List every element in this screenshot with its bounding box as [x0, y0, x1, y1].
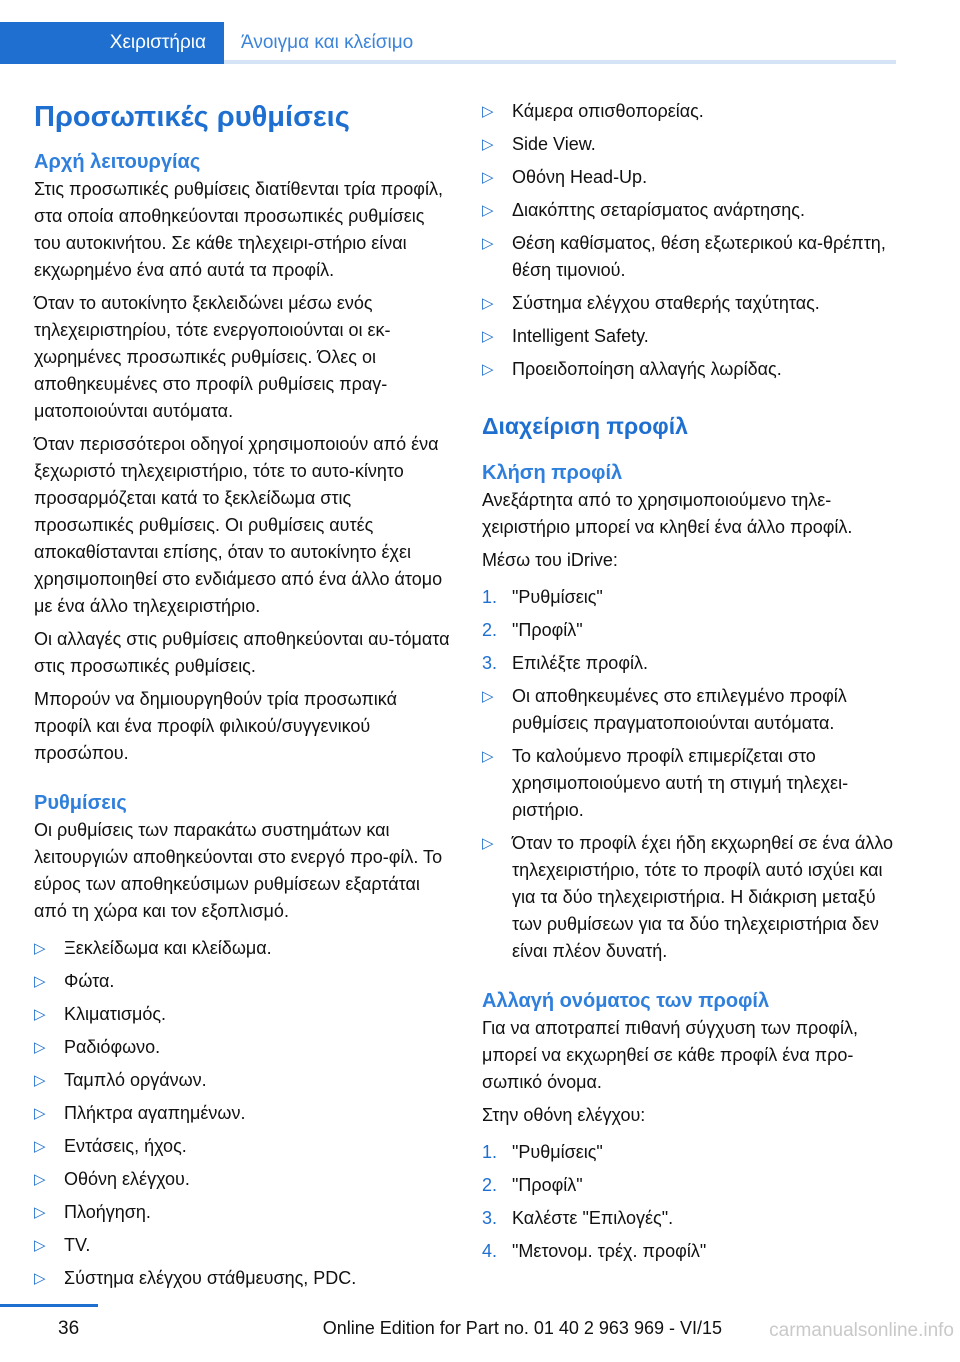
triangle-bullet-icon: ▷	[482, 748, 494, 765]
page-title: Προσωπικές ρυθμίσεις	[34, 101, 350, 133]
paragraph: Για να αποτραπεί πιθανή σύγχυση των προφίλ, μπορεί να εκχωρηθεί σε κάθε προφίλ ένα προ-σωπικό όνομα.	[482, 1018, 858, 1092]
step-item	[482, 1172, 902, 1199]
triangle-bullet-icon: ▷	[482, 103, 494, 120]
triangle-bullet-icon: ▷	[34, 940, 46, 957]
list-item-text: Θέση καθίσματος, θέση εξωτερικού κα-θρέπτη, θέση τιμονιού.	[512, 233, 886, 280]
list-item	[34, 1133, 454, 1160]
list-item	[34, 1232, 454, 1259]
list-item	[482, 290, 902, 317]
triangle-bullet-icon: ▷	[482, 136, 494, 153]
call-steps-list	[482, 584, 902, 677]
list-item	[482, 131, 902, 158]
principle-paragraphs	[34, 176, 454, 767]
footer-divider	[0, 1304, 98, 1307]
list-item-text: Κλιματισμός.	[64, 1004, 167, 1024]
triangle-bullet-icon: ▷	[34, 1204, 46, 1221]
list-item-text: Εντάσεις, ήχος.	[64, 1136, 187, 1156]
chapter-tab	[0, 22, 224, 64]
list-item-text: Προειδοποίηση αλλαγής λωρίδας.	[512, 359, 782, 379]
list-item	[482, 743, 902, 824]
triangle-bullet-icon: ▷	[482, 169, 494, 186]
step-text: "Ρυθμίσεις"	[512, 587, 603, 607]
step-item	[482, 1238, 902, 1265]
step-item	[482, 1205, 902, 1232]
step-number: 1.	[482, 587, 498, 607]
section-tab-label: Άνοιγμα και κλείσιμο	[241, 32, 414, 53]
list-item	[482, 230, 902, 284]
list-item	[34, 1199, 454, 1226]
triangle-bullet-icon: ▷	[34, 1006, 46, 1023]
list-item-text: Side View.	[512, 134, 596, 154]
list-item	[482, 323, 902, 350]
list-item-text: Διακόπτης σεταρίσματος ανάρτησης.	[512, 200, 805, 220]
settings-list-continued	[482, 98, 902, 383]
step-item	[482, 1139, 902, 1166]
paragraph: Όταν περισσότεροι οδηγοί χρησιμοποιούν από ένα ξεχωριστό τηλεχειριστήριο, τότε το αυτο-κίνητο προσαρμόζεται κατά το ξεκλείδωμα στις προσωπικές ρυθμίσεις. Οι ρυθμίσεις αυτές αποκαθίστανται επίσης, όταν το αυτοκίνητο έχει χρησιμοποιηθεί στο ενδιάμεσο από ένα άλλο άτομο με ένα άλλο τηλεχειριστήριο.	[34, 434, 443, 616]
list-item	[34, 1067, 454, 1094]
list-item-text: Ραδιόφωνο.	[64, 1037, 161, 1057]
settings-list	[34, 935, 454, 1292]
list-item-text: Οθόνη ελέγχου.	[64, 1169, 190, 1189]
paragraph: Μέσω του iDrive:	[482, 550, 618, 570]
paragraph: Ανεξάρτητα από το χρησιμοποιούμενο τηλε-χειριστήριο μπορεί να κληθεί ένα άλλο προφίλ.	[482, 490, 853, 537]
step-text: Καλέστε "Επιλογές".	[512, 1208, 674, 1228]
list-item-text: TV.	[64, 1235, 91, 1255]
triangle-bullet-icon: ▷	[482, 361, 494, 378]
left-column	[34, 98, 454, 1298]
list-item-text: Σύστημα ελέγχου στάθμευσης, PDC.	[64, 1268, 357, 1288]
list-item-text: Οθόνη Head-Up.	[512, 167, 648, 187]
step-item	[482, 617, 902, 644]
step-number: 1.	[482, 1142, 498, 1162]
list-item-text: Ξεκλείδωμα και κλείδωμα.	[64, 938, 272, 958]
list-item-text: Ταμπλό οργάνων.	[64, 1070, 207, 1090]
step-text: "Προφίλ"	[512, 1175, 583, 1195]
watermark: carmanualsonline.info	[769, 1320, 954, 1341]
list-item	[34, 1166, 454, 1193]
list-item	[34, 968, 454, 995]
triangle-bullet-icon: ▷	[34, 973, 46, 990]
step-text: "Ρυθμίσεις"	[512, 1142, 603, 1162]
triangle-bullet-icon: ▷	[34, 1138, 46, 1155]
rename-steps-list	[482, 1139, 902, 1265]
list-item	[482, 683, 902, 737]
step-number: 2.	[482, 1175, 498, 1195]
subheading-call-profile: Κλήση προφίλ	[482, 462, 623, 484]
step-item	[482, 650, 902, 677]
list-item	[482, 164, 902, 191]
list-item	[34, 1001, 454, 1028]
header-divider	[224, 60, 896, 64]
list-item-text: Το καλούμενο προφίλ επιμερίζεται στο χρησιμοποιούμενο αυτή τη στιγμή τηλεχει-ριστήριο.	[512, 746, 849, 820]
chapter-tab-label: Χειριστήρια	[109, 32, 206, 53]
page-header	[0, 22, 960, 64]
list-item-text: Κάμερα οπισθοπορείας.	[512, 101, 704, 121]
step-text: "Μετονομ. τρέχ. προφίλ"	[512, 1241, 707, 1261]
triangle-bullet-icon: ▷	[482, 835, 494, 852]
call-notes-list	[482, 683, 902, 965]
subheading-principle: Αρχή λειτουργίας	[34, 151, 201, 173]
list-item-text: Οι αποθηκευμένες στο επιλεγμένο προφίλ ρυθμίσεις πραγματοποιούνται αυτόματα.	[512, 686, 847, 733]
list-item	[34, 935, 454, 962]
list-item-text: Intelligent Safety.	[512, 326, 649, 346]
paragraph: Οι ρυθμίσεις των παρακάτω συστημάτων και λειτουργιών αποθηκεύονται στο ενεργό προ-φίλ. Το εύρος των αποθηκεύσιμων ρυθμίσεων εξαρτάται από τη χώρα και τον εξοπλισμό.	[34, 820, 443, 921]
list-item-text: Φώτα.	[64, 971, 115, 991]
subheading-settings: Ρυθμίσεις	[34, 792, 127, 814]
triangle-bullet-icon: ▷	[482, 688, 494, 705]
step-number: 3.	[482, 1208, 498, 1228]
section-heading-profile-management: Διαχείριση προφίλ	[482, 413, 688, 439]
triangle-bullet-icon: ▷	[34, 1039, 46, 1056]
triangle-bullet-icon: ▷	[34, 1270, 46, 1287]
list-item-text: Όταν το προφίλ έχει ήδη εκχωρηθεί σε ένα άλλο τηλεχειριστήριο, τότε το προφίλ αυτό ισχύει και για τα δύο τηλεχειριστήρια. Η διάκριση μεταξύ των ρυθμίσεων για τα δύο τηλεχειριστήρια δεν είναι πλέον δυνατή.	[512, 833, 893, 961]
step-number: 2.	[482, 620, 498, 640]
triangle-bullet-icon: ▷	[34, 1072, 46, 1089]
paragraph: Οι αλλαγές στις ρυθμίσεις αποθηκεύονται αυ-τόματα στις προσωπικές ρυθμίσεις.	[34, 629, 450, 676]
right-column	[482, 98, 902, 1271]
subheading-rename-profile: Αλλαγή ονόματος των προφίλ	[482, 990, 770, 1012]
list-item-text: Σύστημα ελέγχου σταθερής ταχύτητας.	[512, 293, 820, 313]
edition-text: Online Edition for Part no. 01 40 2 963 969 - VI/15	[322, 1318, 722, 1338]
list-item-text: Πλήκτρα αγαπημένων.	[64, 1103, 246, 1123]
list-item	[482, 830, 902, 965]
list-item	[34, 1100, 454, 1127]
list-item	[482, 98, 902, 125]
list-item	[34, 1265, 454, 1292]
triangle-bullet-icon: ▷	[482, 202, 494, 219]
step-number: 4.	[482, 1241, 498, 1261]
step-text: "Προφίλ"	[512, 620, 583, 640]
triangle-bullet-icon: ▷	[482, 235, 494, 252]
triangle-bullet-icon: ▷	[34, 1105, 46, 1122]
list-item	[482, 356, 902, 383]
paragraph: Στην οθόνη ελέγχου:	[482, 1105, 646, 1125]
triangle-bullet-icon: ▷	[482, 328, 494, 345]
list-item	[34, 1034, 454, 1061]
triangle-bullet-icon: ▷	[482, 295, 494, 312]
list-item	[482, 197, 902, 224]
list-item-text: Πλοήγηση.	[64, 1202, 151, 1222]
paragraph: Μπορούν να δημιουργηθούν τρία προσωπικά προφίλ και ένα προφίλ φιλικού/συγγενικού προσώπου.	[34, 689, 397, 763]
triangle-bullet-icon: ▷	[34, 1171, 46, 1188]
paragraph: Στις προσωπικές ρυθμίσεις διατίθενται τρία προφίλ, στα οποία αποθηκεύονται προσωπικές ρυθμίσεις του αυτοκινήτου. Σε κάθε τηλεχειρι-στήριο είναι εκχωρημένο ένα από αυτά τα προφίλ.	[34, 179, 443, 280]
triangle-bullet-icon: ▷	[34, 1237, 46, 1254]
step-number: 3.	[482, 653, 498, 673]
page-number: 36	[58, 1318, 80, 1339]
step-item	[482, 584, 902, 611]
paragraph: Όταν το αυτοκίνητο ξεκλειδώνει μέσω ενός τηλεχειριστηρίου, τότε ενεργοποιούνται οι εκ-χωρημένες προσωπικές ρυθμίσεις. Όλες οι αποθηκευμένες στο προφίλ ρυθμίσεις πραγ-ματοποιούνται αυτόματα.	[34, 293, 391, 421]
section-tab	[241, 22, 413, 64]
step-text: Επιλέξτε προφίλ.	[512, 653, 648, 673]
